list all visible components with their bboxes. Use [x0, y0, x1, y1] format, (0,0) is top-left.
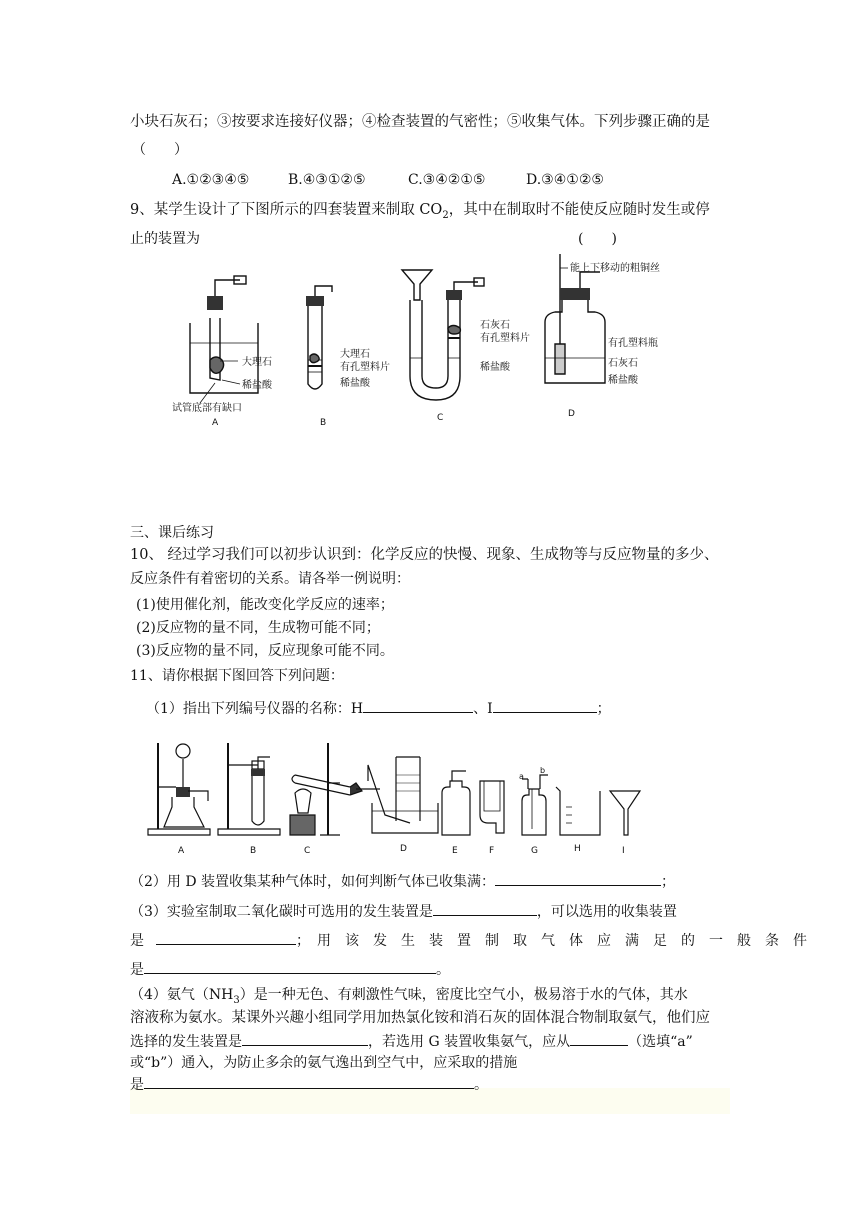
q11-fig-label-f: F [489, 846, 495, 856]
q11-fig-label-h: H [574, 844, 581, 854]
q9-c-acid-label: 稀盐酸 [480, 362, 510, 373]
q9-a-label: A [212, 418, 219, 428]
q10-item-1: (1)使用催化剂，能改变化学反应的速率； [136, 597, 394, 613]
q9-c-label: C [437, 413, 444, 423]
q11-part3-line2 [130, 929, 807, 951]
q9-apparatus-b [306, 286, 390, 428]
q11-p3-text-e: 是 [130, 962, 144, 978]
q11-fig-label-c: C [304, 846, 311, 856]
q11-part2 [130, 870, 675, 892]
q11-p2-text-a: （2）用 D 装置收集某种气体时，如何判断气体已收集满： [130, 874, 496, 890]
q8-option-b[interactable]: B.④③①②⑤ [288, 172, 366, 188]
q11-part4-line1 [130, 985, 688, 1011]
q11-p4-l5-a: 是 [130, 1077, 144, 1093]
q11-fig-label-g: G [531, 846, 538, 856]
q9-b-label: B [320, 418, 327, 428]
q9-c-stone-label: 石灰石 [480, 320, 510, 331]
q9-figure [160, 248, 660, 438]
q11-p1-text-b: 、I [473, 701, 493, 717]
q9-apparatus-a [172, 276, 273, 428]
q11-i-blank[interactable] [493, 697, 597, 713]
q9-a-marble-label: 大理石 [242, 357, 272, 368]
q11-p4-l1-b: ）是一种无色、有刺激性气味，密度比空气小，极易溶于水的气体，其水 [239, 987, 688, 1003]
q9-d-stone-label: 石灰石 [608, 358, 638, 369]
q11-p4-generator-blank[interactable] [242, 1030, 368, 1046]
q8-option-c[interactable]: C.③④②①⑤ [408, 172, 486, 188]
q9-c-plate-label: 有孔塑料片 [480, 333, 530, 344]
q11-p3-text-d: ； 用 该 发 生 装 置 制 取 气 体 应 满 足 的 一 般 条 件 [296, 933, 807, 949]
q11-p3-collector-blank[interactable] [156, 929, 296, 945]
q11-part4-line3 [130, 1030, 693, 1052]
q11-g-port-b: b [540, 766, 546, 775]
q11-part4-line2: 溶液称为氨水。某课外兴趣小组同学用加热氯化铵和消石灰的固体混合物制取氨气，他们应 [130, 1010, 710, 1026]
q11-apparatus-f [480, 781, 504, 856]
q9-b-plate-label: 有孔塑料片 [340, 362, 390, 373]
q11-part4-line5 [130, 1073, 488, 1095]
q9-co2-subscript: 2 [442, 209, 449, 221]
q9-a-acid-label: 稀盐酸 [242, 380, 272, 391]
q11-apparatus-g [519, 766, 548, 856]
q9-apparatus-c [402, 270, 530, 423]
q11-p3-text-a: （3）实验室制取二氧化碳时可选用的发生装置是 [130, 904, 433, 920]
q11-p2-blank[interactable] [495, 870, 661, 886]
q11-p4-l1-a: （4）氨气（NH [130, 987, 234, 1003]
q11-p4-l3-a: 选择的发生装置是 [130, 1034, 242, 1050]
q10-line2: 反应条件有着密切的关系。请各举一例说明： [130, 571, 410, 587]
q11-h-blank[interactable] [363, 697, 473, 713]
q8-option-a[interactable]: A.①②③④⑤ [172, 172, 250, 188]
q9-line1 [130, 200, 710, 226]
q11-fig-label-i: I [622, 846, 625, 856]
q11-part3-line3 [130, 958, 450, 980]
q11-apparatus-e [442, 771, 470, 856]
q9-d-acid-label: 稀盐酸 [608, 375, 638, 386]
q11-p3-condition-blank[interactable] [144, 958, 436, 974]
q9-a-caption: 试管底部有缺口 [172, 403, 242, 414]
q8-options [172, 170, 604, 190]
q11-p4-l5-b: 。 [474, 1077, 488, 1093]
q11-intro: 11、请你根据下图回答下列问题： [130, 668, 344, 684]
q11-p3-text-f: 。 [436, 962, 450, 978]
q9-d-bottle-label: 有孔塑料瓶 [608, 338, 658, 349]
q11-fig-label-b: B [250, 846, 257, 856]
q9-paren: ( ) [578, 231, 617, 247]
q9-d-label: D [568, 409, 575, 419]
q8-paren: （ ） [132, 142, 188, 158]
q8-line1: 小块石灰石；③按要求连接好仪器；④检查装置的气密性；⑤收集气体。下列步骤正确的是 [130, 114, 710, 130]
q11-g-port-a: a [519, 772, 524, 781]
q11-apparatus-c [290, 743, 380, 856]
q9-d-wire-label: 能上下移动的粗铜丝 [570, 263, 660, 274]
q11-p1-text-a: （1）指出下列编号仪器的名称：H [146, 701, 364, 717]
q11-part1 [146, 697, 611, 719]
q11-p3-generator-blank[interactable] [433, 900, 537, 916]
q11-p3-text-c: 是 [130, 933, 144, 949]
q9-apparatus-d [545, 254, 660, 419]
q9-b-marble-label: 大理石 [340, 349, 370, 360]
q11-apparatus-b [218, 743, 280, 856]
q11-apparatus-i [610, 791, 640, 856]
q11-nh3-subscript: 3 [233, 994, 240, 1006]
q11-p4-port-blank[interactable] [570, 1030, 628, 1046]
q11-p4-measure-blank[interactable] [144, 1073, 474, 1089]
q11-part3-line1 [130, 900, 677, 922]
q10-item-2: (2)反应物的量不同，生成物可能不同； [136, 620, 380, 636]
q11-part4-line4: 或“b”）通入，为防止多余的氨气逸出到空气中，应采取的措施 [130, 1055, 518, 1071]
q11-p3-text-b: ，可以选用的收集装置 [536, 904, 677, 920]
q11-p4-l3-b: ，若选用 G 装置收集氨气，应从 [368, 1034, 571, 1050]
q9-b-acid-label: 稀盐酸 [340, 378, 370, 389]
q11-fig-label-d: D [400, 844, 407, 854]
q9-line1-a: 9、某学生设计了下图所示的四套装置来制取 CO [130, 202, 443, 218]
q11-fig-label-a: A [178, 846, 185, 856]
q10-item-3: (3)反应物的量不同，反应现象可能不同。 [136, 643, 394, 659]
section3-title: 三、课后练习 [130, 525, 214, 541]
q11-p1-text-c: ； [596, 701, 611, 717]
q11-apparatus-d [368, 757, 438, 854]
q9-line2: 止的装置为 [130, 231, 200, 247]
q8-option-d[interactable]: D.③④①②⑤ [526, 172, 604, 188]
q11-p4-l3-c: （选填“a” [628, 1034, 693, 1050]
q11-apparatus-h [556, 787, 600, 854]
q11-fig-label-e: E [452, 846, 458, 856]
q9-line1-b: ，其中在制取时不能使反应随时发生或停 [448, 202, 710, 218]
q11-p2-text-b: ； [661, 874, 676, 890]
q11-figure [140, 735, 660, 860]
q11-apparatus-a [148, 743, 210, 856]
q10-line1: 10、 经过学习我们可以初步认识到：化学反应的快慢、现象、生成物等与反应物量的多少、 [130, 547, 719, 563]
